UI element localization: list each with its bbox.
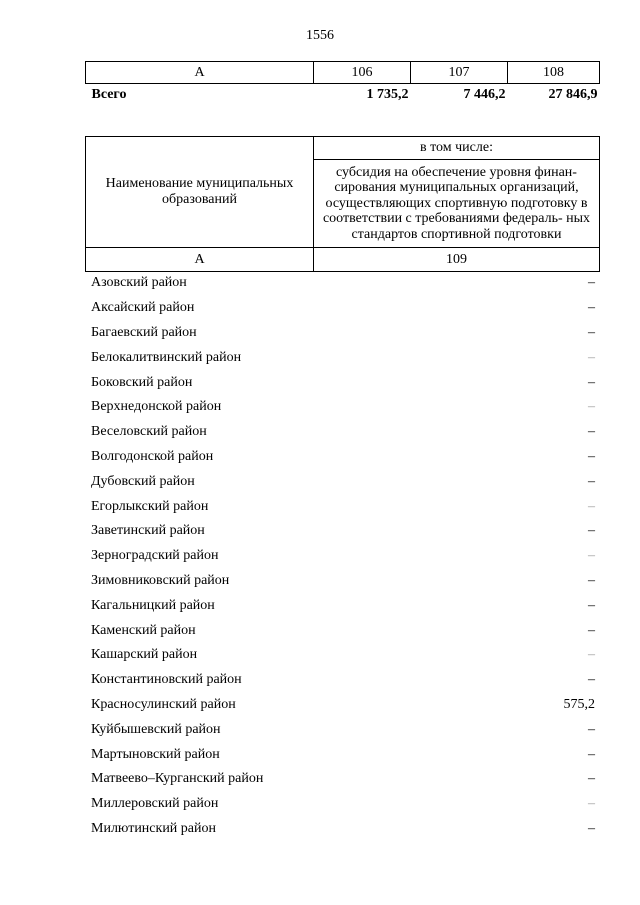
district-name: Белокалитвинский район <box>91 349 242 365</box>
district-value: – <box>588 672 595 688</box>
district-value: – <box>588 820 595 836</box>
district-name: Азовский район <box>91 275 187 291</box>
district-value: – <box>588 448 595 464</box>
summary-total-row <box>86 84 600 107</box>
total-value-108: 27 846,9 <box>548 87 598 102</box>
table-row <box>85 296 600 321</box>
code-left: А <box>86 248 314 272</box>
table-row <box>85 370 600 395</box>
summary-header-a: А <box>86 62 314 84</box>
district-name: Матвеево–Курганский район <box>91 771 264 787</box>
district-name: Мартыновский район <box>91 746 220 762</box>
district-value: 575,2 <box>563 696 595 712</box>
district-value: – <box>588 473 595 489</box>
district-name: Боковский район <box>91 374 193 390</box>
district-value: – <box>588 300 595 316</box>
main-table <box>85 136 600 272</box>
district-value: – <box>588 597 595 613</box>
district-value: – <box>588 572 595 588</box>
summary-table <box>85 61 600 106</box>
district-value: – <box>588 721 595 737</box>
summary-header-row <box>86 62 600 84</box>
table-row <box>85 593 600 618</box>
district-name: Заветинский район <box>91 523 205 539</box>
district-value: – <box>588 548 595 564</box>
code-row <box>86 248 600 272</box>
table-row <box>85 643 600 668</box>
total-label: Всего <box>91 87 127 102</box>
table-row <box>85 717 600 742</box>
table-row <box>85 494 600 519</box>
district-value: – <box>588 349 595 365</box>
district-name: Верхнедонской район <box>91 399 222 415</box>
table-row <box>85 569 600 594</box>
district-rows <box>85 271 600 841</box>
table-row <box>85 395 600 420</box>
district-name: Аксайский район <box>91 300 195 316</box>
district-name: Милютинский район <box>91 820 217 836</box>
district-value: – <box>588 399 595 415</box>
table-row <box>85 271 600 296</box>
district-value: – <box>588 796 595 812</box>
table-row <box>85 345 600 370</box>
table-row <box>85 420 600 445</box>
summary-header-108: 108 <box>508 62 600 84</box>
table-row <box>85 792 600 817</box>
district-name: Куйбышевский район <box>91 721 221 737</box>
district-name: Миллеровский район <box>91 796 219 812</box>
district-value: – <box>588 622 595 638</box>
district-name: Веселовский район <box>91 424 207 440</box>
table-row <box>85 693 600 718</box>
district-value: – <box>588 647 595 663</box>
table-row <box>85 445 600 470</box>
district-value: – <box>588 523 595 539</box>
district-name: Кагальницкий район <box>91 597 215 613</box>
district-value: – <box>588 275 595 291</box>
district-value: – <box>588 771 595 787</box>
name-column-header: Наименование муниципальных образований <box>86 137 314 248</box>
district-value: – <box>588 374 595 390</box>
table-row <box>85 817 600 842</box>
district-name: Красносулинский район <box>91 696 236 712</box>
total-value-106: 1 735,2 <box>366 87 409 102</box>
table-row <box>85 469 600 494</box>
district-name: Егорлыкский район <box>91 498 209 514</box>
page-number: 1556 <box>306 28 334 43</box>
district-value: – <box>588 498 595 514</box>
district-value: – <box>588 746 595 762</box>
main-header-row <box>86 137 600 160</box>
district-name: Дубовский район <box>91 473 195 489</box>
district-name: Багаевский район <box>91 324 197 340</box>
district-name: Каменский район <box>91 622 196 638</box>
table-row <box>85 767 600 792</box>
district-name: Зерноградский район <box>91 548 219 564</box>
table-row <box>85 544 600 569</box>
summary-header-107: 107 <box>411 62 508 84</box>
including-header: в том числе: <box>314 137 600 160</box>
district-value: – <box>588 324 595 340</box>
district-name: Волгодонской район <box>91 448 214 464</box>
district-name: Константиновский район <box>91 672 242 688</box>
table-row <box>85 618 600 643</box>
district-name: Зимовниковский район <box>91 572 230 588</box>
district-name: Кашарский район <box>91 647 198 663</box>
district-value: – <box>588 424 595 440</box>
subsidy-column-header: субсидия на обеспечение уровня финан- сирования муниципальных организаций, осуществляющих спортивную подготовку в соответствии с требованиями федераль- ных стандартов спортивной подготовки <box>314 160 600 248</box>
summary-header-106: 106 <box>314 62 411 84</box>
table-row <box>85 321 600 346</box>
table-row <box>85 742 600 767</box>
table-row <box>85 668 600 693</box>
total-value-107: 7 446,2 <box>463 87 506 102</box>
code-right: 109 <box>314 248 600 272</box>
table-row <box>85 519 600 544</box>
